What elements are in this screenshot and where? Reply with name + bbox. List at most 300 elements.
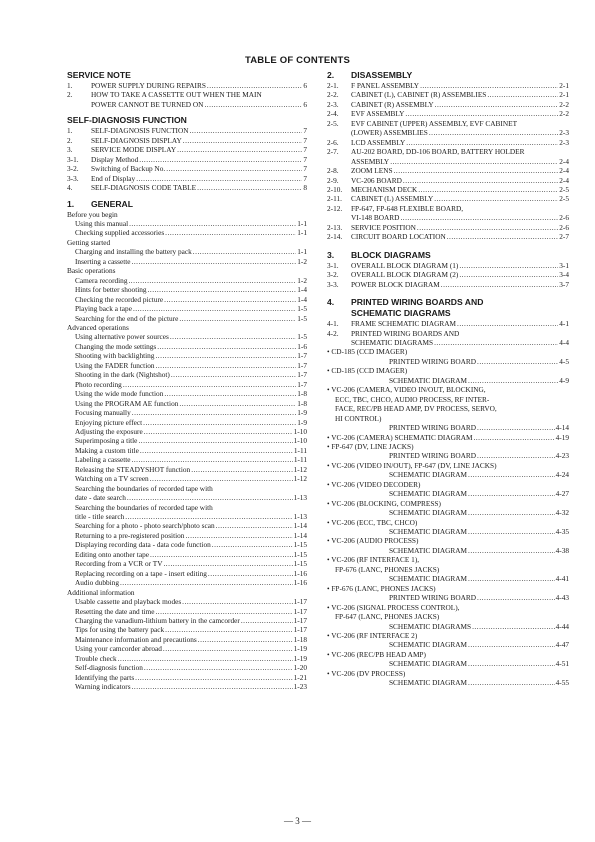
- toc-entry: [67, 418, 307, 427]
- toc-entry: [327, 659, 569, 668]
- toc-entry-text: F PANEL ASSEMBLY: [351, 81, 420, 90]
- toc-entry-text: HI CONTROL): [335, 413, 382, 423]
- toc-leader: [390, 157, 558, 166]
- toc-entry-text: Replacing recording on a tape - insert editing: [75, 568, 207, 578]
- toc-entry-page: 7: [303, 154, 307, 164]
- toc-entry-text: Usable cassette and playback modes: [75, 597, 182, 607]
- toc-entry: [327, 109, 569, 118]
- toc-entry-page: 1-7: [297, 370, 307, 380]
- toc-leader: [468, 659, 555, 668]
- toc-entry-page: 1-16: [293, 568, 307, 578]
- toc-entry: [327, 640, 569, 649]
- toc-entry-text: PRINTED WIRING BOARD: [389, 593, 477, 603]
- toc-entry-page: 8: [303, 183, 307, 193]
- toc-entry-text: • CD-185 (CCD IMAGER): [327, 347, 408, 357]
- toc-leader: [185, 531, 292, 540]
- toc-leader: [477, 357, 558, 366]
- toc-entry-text: SCHEMATIC DIAGRAM: [389, 574, 468, 584]
- toc-entry: [67, 569, 307, 578]
- toc-entry-text: Audio dubbing: [75, 578, 119, 588]
- toc-entry: [327, 508, 569, 517]
- toc-entry-text: Making a custom title: [75, 445, 139, 455]
- toc-leader: [183, 136, 303, 145]
- toc-entry: [327, 376, 569, 385]
- toc-entry: [327, 90, 569, 99]
- toc-entry-text: Resetting the date and time: [75, 606, 155, 616]
- toc-entry: [327, 527, 569, 536]
- toc-entry: [67, 644, 307, 653]
- toc-entry-text: title - title search: [75, 512, 125, 522]
- toc-entry-text: Charging the vanadium-lithium battery in the camcorder: [75, 616, 240, 626]
- toc-group-label: Getting started: [67, 237, 111, 247]
- toc-entry: [327, 385, 569, 394]
- toc-leader: [403, 176, 558, 185]
- toc-entry-text: Searching the boundaries of recorded tape with: [75, 502, 213, 512]
- toc-entry: [327, 470, 569, 479]
- toc-entry-text: AU-202 BOARD, DD-106 BOARD, BATTERY HOLDER: [351, 147, 525, 157]
- toc-entry-page: 1-1: [297, 247, 307, 257]
- toc-leader: [191, 465, 292, 474]
- toc-entry: [67, 493, 307, 502]
- toc-entry-page: 2-5: [559, 184, 569, 194]
- toc-entry-page: 1-1: [297, 228, 307, 238]
- toc-entry: [327, 176, 569, 185]
- toc-entry-text: SCHEMATIC DIAGRAMS: [389, 621, 472, 631]
- toc-entry: [67, 399, 307, 408]
- toc-entry-text: Shooting with backlighting: [75, 351, 155, 361]
- toc-leader: [132, 257, 297, 266]
- toc-leader: [420, 81, 558, 90]
- toc-entry: [327, 593, 569, 602]
- toc-entry: [67, 285, 307, 294]
- toc-entry-text: • FP-647 (DV, LINE JACKS): [327, 441, 414, 451]
- toc-entry-number: 2-5.: [327, 118, 339, 128]
- toc-leader: [177, 145, 302, 154]
- toc-entry-number: 2-9.: [327, 175, 339, 185]
- toc-leader: [128, 276, 296, 285]
- toc-entry-number: 3-2.: [327, 270, 339, 280]
- toc-entry: [327, 347, 569, 356]
- toc-entry-text: Using alternative power sources: [75, 332, 169, 342]
- toc-entry: [67, 427, 307, 436]
- toc-entry-text: VC-206 BOARD: [351, 175, 402, 185]
- toc-entry-text: Using the wide mode function: [75, 389, 164, 399]
- toc-leader: [468, 678, 555, 687]
- toc-entry: [67, 257, 307, 266]
- toc-entry: [327, 678, 569, 687]
- toc-leader: [477, 593, 555, 602]
- toc-leader: [138, 436, 292, 445]
- toc-entry: [67, 474, 307, 483]
- toc-entry-text: FP-676 (LANC, PHONES JACKS): [335, 564, 440, 574]
- toc-leader: [132, 682, 293, 691]
- toc-entry-page: 2-1: [559, 90, 569, 100]
- toc-entry-number: 4-1.: [327, 319, 339, 329]
- toc-entry-text: • VC-206 (CAMERA, VIDEO IN/OUT, BLOCKING,: [327, 385, 486, 395]
- toc-entry-page: 1-8: [297, 389, 307, 399]
- toc-entry: [327, 100, 569, 109]
- toc-entry-text: • VC-206 (CAMERA) SCHEMATIC DIAGRAM: [327, 432, 473, 442]
- toc-entry-page: 1-13: [293, 493, 307, 503]
- toc-entry-text: Searching the boundaries of recorded tape with: [75, 483, 213, 493]
- toc-entry-page: 2-4: [559, 156, 569, 166]
- toc-entry-page: 1-4: [297, 285, 307, 295]
- toc-entry-text: date - date search: [75, 493, 126, 503]
- toc-entry-page: 4-38: [555, 545, 569, 555]
- toc-leader: [447, 232, 559, 241]
- toc-leader: [139, 155, 302, 164]
- toc-leader: [155, 607, 292, 616]
- toc-entry-page: 1-15: [293, 559, 307, 569]
- toc-entry-page: 2-6: [559, 213, 569, 223]
- toc-entry: [67, 540, 307, 549]
- toc-entry-text: Returning to a pre-registered position: [75, 530, 185, 540]
- toc-entry: [67, 351, 307, 360]
- toc-entry-text: Trouble check: [75, 653, 117, 663]
- toc-entry: [67, 136, 307, 145]
- section-heading-disassembly: 2. DISASSEMBLY: [327, 70, 413, 80]
- toc-entry-text: SELF-DIAGNOSIS DISPLAY: [91, 135, 182, 145]
- toc-entry: [327, 166, 569, 175]
- toc-entry-page: 1-2: [297, 275, 307, 285]
- toc-entry-text: Checking the recorded picture: [75, 294, 164, 304]
- toc-entry-page: 4-35: [555, 527, 569, 537]
- toc-entry-text: ZOOM LENS: [351, 166, 393, 176]
- toc-entry-text: Changing the mode settings: [75, 341, 157, 351]
- toc-entry-page: 4-43: [555, 593, 569, 603]
- toc-entry-text: SELF-DIAGNOSIS FUNCTION: [91, 126, 189, 136]
- toc-group-label: Advanced operations: [67, 322, 129, 332]
- toc-entry: [327, 213, 569, 222]
- toc-entry: [327, 518, 569, 527]
- toc-entry-page: 7: [303, 173, 307, 183]
- toc-entry-page: 4-24: [555, 470, 569, 480]
- toc-entry: [67, 408, 307, 417]
- toc-entry: [67, 531, 307, 540]
- toc-entry-text: OVERALL BLOCK DIAGRAM (2): [351, 270, 459, 280]
- toc-leader: [468, 470, 555, 479]
- toc-leader: [418, 185, 558, 194]
- toc-entry-text: SCHEMATIC DIAGRAMS: [351, 337, 434, 347]
- toc-entry: [67, 673, 307, 682]
- toc-leader: [212, 540, 293, 549]
- toc-entry-text: Charging and installing the battery pack: [75, 247, 192, 257]
- toc-entry-text: Adjusting the exposure: [75, 426, 143, 436]
- toc-entry-text: PRINTED WIRING BOARD: [389, 451, 477, 461]
- toc-entry: [327, 366, 569, 375]
- toc-entry: [67, 247, 307, 256]
- toc-entry-page: 1-10: [293, 436, 307, 446]
- toc-leader: [193, 247, 296, 256]
- toc-entry-page: 4-51: [555, 659, 569, 669]
- toc-entry-page: 2-3: [559, 128, 569, 138]
- toc-entry: [67, 183, 307, 192]
- toc-entry-text: SERVICE POSITION: [351, 222, 416, 232]
- toc-entry-text: FP-647 (LANC, PHONES JACKS): [335, 612, 440, 622]
- toc-leader: [164, 389, 296, 398]
- toc-entry-page: 2-2: [559, 99, 569, 109]
- toc-entry-page: 4-41: [555, 574, 569, 584]
- toc-entry: [327, 451, 569, 460]
- toc-entry-number: 1.: [67, 81, 73, 90]
- toc-entry-text: • VC-206 (VIDEO DECODER): [327, 479, 421, 489]
- toc-leader: [468, 546, 555, 555]
- toc-entry: [327, 603, 569, 612]
- toc-entry-page: 6: [303, 81, 307, 90]
- toc-entry-number: 2-1.: [327, 81, 339, 90]
- toc-leader: [468, 574, 555, 583]
- toc-leader: [457, 319, 558, 328]
- toc-entry-text: SCHEMATIC DIAGRAM: [389, 508, 468, 518]
- toc-entry: [67, 332, 307, 341]
- toc-entry-text: VI-148 BOARD: [351, 213, 400, 223]
- toc-leader: [190, 126, 303, 135]
- toc-entry: [67, 380, 307, 389]
- toc-leader: [132, 455, 293, 464]
- toc-entry: [327, 622, 569, 631]
- toc-entry: [327, 395, 569, 404]
- toc-entry-page: 2-2: [559, 109, 569, 119]
- toc-leader: [163, 559, 292, 568]
- toc-entry: [327, 565, 569, 574]
- toc-entry-page: 1-17: [293, 625, 307, 635]
- toc-entry-text: ASSEMBLY: [351, 156, 390, 166]
- toc-entry: [67, 276, 307, 285]
- toc-leader: [434, 338, 558, 347]
- toc-group-label: Additional information: [67, 587, 135, 597]
- general-list: [67, 210, 307, 692]
- toc-entry-page: 1-20: [293, 663, 307, 673]
- toc-entry: [327, 147, 569, 156]
- toc-leader: [163, 644, 293, 653]
- toc-entry-text: CABINET (L) ASSEMBLY: [351, 194, 434, 204]
- toc-entry-page: 4-5: [559, 356, 569, 366]
- toc-entry-page: 1-5: [297, 313, 307, 323]
- toc-entry-page: 7: [303, 135, 307, 145]
- toc-entry: [327, 499, 569, 508]
- toc-entry: [67, 484, 307, 493]
- toc-leader: [123, 380, 296, 389]
- toc-entry-text: Searching for the end of the picture: [75, 313, 179, 323]
- toc-entry: [327, 546, 569, 555]
- toc-entry-page: 2-4: [559, 175, 569, 185]
- toc-entry: [327, 584, 569, 593]
- disassembly-list: [327, 81, 569, 242]
- toc-entry-page: 1-19: [293, 653, 307, 663]
- toc-entry-page: 1-8: [297, 398, 307, 408]
- toc-leader: [441, 280, 558, 289]
- toc-entry-text: Self-diagnosis function: [75, 663, 143, 673]
- toc-leader: [477, 451, 555, 460]
- toc-entry-number: 2-12.: [327, 203, 343, 213]
- toc-entry: [67, 663, 307, 672]
- toc-entry-text: Checking supplied accessories: [75, 228, 165, 238]
- toc-entry-page: 1-7: [297, 351, 307, 361]
- toc-entry-page: 1-2: [297, 256, 307, 266]
- toc-entry: [67, 164, 307, 173]
- toc-leader: [129, 219, 296, 228]
- toc-leader: [136, 174, 302, 183]
- section-heading-pwb: 4. PRINTED WIRING BOARDS AND: [327, 297, 484, 308]
- toc-entry-number: 2-2.: [327, 90, 339, 100]
- toc-entry-page: 1-9: [297, 417, 307, 427]
- toc-entry: [327, 461, 569, 470]
- toc-entry: [327, 185, 569, 194]
- toc-entry: [327, 261, 569, 270]
- toc-leader: [198, 635, 293, 644]
- toc-entry: [327, 555, 569, 564]
- toc-entry: [67, 559, 307, 568]
- toc-entry-text: Hints for better shooting: [75, 285, 147, 295]
- toc-entry-text: FRAME SCHEMATIC DIAGRAM: [351, 319, 457, 329]
- toc-entry-page: 1-12: [293, 464, 307, 474]
- toc-entry: [327, 338, 569, 347]
- toc-entry-page: 2-1: [559, 81, 569, 90]
- toc-entry-number: 2-6.: [327, 137, 339, 147]
- toc-entry-page: 1-17: [293, 616, 307, 626]
- toc-entry-text: Using your camcorder abroad: [75, 644, 162, 654]
- toc-entry-page: 4-9: [559, 375, 569, 385]
- toc-entry-page: 1-17: [293, 606, 307, 616]
- toc-leader: [472, 622, 555, 631]
- toc-entry-text: SCHEMATIC DIAGRAM: [389, 470, 468, 480]
- toc-leader: [182, 597, 292, 606]
- toc-entry-page: 1-1: [297, 218, 307, 228]
- toc-entry-text: Identifying the parts: [75, 672, 135, 682]
- toc-entry: [67, 100, 307, 109]
- toc-leader: [144, 663, 293, 672]
- toc-entry-page: 4-44: [555, 621, 569, 631]
- toc-leader: [207, 81, 302, 90]
- toc-entry: [67, 446, 307, 455]
- toc-entry-text: FP-647, FP-648 FLEXIBLE BOARD,: [351, 203, 464, 213]
- toc-leader: [166, 164, 302, 173]
- toc-entry: [67, 625, 307, 634]
- toc-entry: [67, 682, 307, 691]
- toc-entry: [67, 455, 307, 464]
- toc-leader: [405, 109, 558, 118]
- toc-entry: [67, 155, 307, 164]
- toc-entry-text: Tips for using the battery pack: [75, 625, 165, 635]
- toc-leader: [435, 100, 559, 109]
- toc-entry-page: 4-19: [555, 432, 569, 442]
- toc-leader: [170, 332, 296, 341]
- section-heading-service-note: SERVICE NOTE: [67, 70, 131, 80]
- toc-entry: [327, 157, 569, 166]
- toc-entry-text: Inserting a cassette: [75, 256, 131, 266]
- toc-entry-text: End of Display: [91, 173, 136, 183]
- toc-entry: [327, 631, 569, 640]
- toc-entry-page: 1-4: [297, 294, 307, 304]
- toc-entry-number: 2-8.: [327, 166, 339, 176]
- toc-entry: [67, 295, 307, 304]
- toc-entry-text: Warning indicators: [75, 682, 131, 692]
- toc-entry: [327, 404, 569, 413]
- toc-entry-text: PRINTED WIRING BOARD: [389, 356, 477, 366]
- toc-entry-page: 1-14: [293, 530, 307, 540]
- toc-entry-page: 4-23: [555, 451, 569, 461]
- toc-entry-text: LCD ASSEMBLY: [351, 137, 406, 147]
- toc-entry-text: • VC-206 (SIGNAL PROCESS CONTROL),: [327, 602, 460, 612]
- toc-leader: [164, 295, 296, 304]
- toc-entry-number: 2.: [67, 135, 73, 145]
- toc-leader: [157, 342, 296, 351]
- toc-entry: [327, 204, 569, 213]
- toc-entry-text: SCHEMATIC DIAGRAM: [389, 527, 468, 537]
- toc-entry: [327, 480, 569, 489]
- toc-entry-text: • VC-206 (VIDEO IN/OUT), FP-647 (DV, LINE JACKS): [327, 460, 497, 470]
- toc-entry-text: SCHEMATIC DIAGRAM: [389, 640, 468, 650]
- toc-entry-page: 1-13: [293, 512, 307, 522]
- toc-entry-text: OVERALL BLOCK DIAGRAM (1): [351, 260, 459, 270]
- toc-leader: [156, 361, 297, 370]
- toc-leader: [459, 270, 558, 279]
- toc-entry: [67, 607, 307, 616]
- toc-leader: [135, 673, 292, 682]
- toc-leader: [487, 90, 558, 99]
- toc-leader: [468, 376, 558, 385]
- toc-leader: [132, 408, 297, 417]
- toc-leader: [406, 138, 558, 147]
- toc-entry: [327, 442, 569, 451]
- toc-entry-number: 2-11.: [327, 194, 342, 204]
- toc-leader: [120, 578, 293, 587]
- toc-leader: [140, 446, 293, 455]
- toc-entry: [67, 81, 307, 90]
- toc-entry-text: Focusing manually: [75, 408, 131, 418]
- toc-entry: [67, 126, 307, 135]
- toc-entry-page: 4-55: [555, 678, 569, 688]
- toc-entry-text: CABINET (R) ASSEMBLY: [351, 99, 434, 109]
- toc-entry-text: • VC-206 (RF INTERFACE 2): [327, 631, 418, 641]
- toc-entry-page: 7: [303, 126, 307, 136]
- toc-entry: [327, 357, 569, 366]
- toc-leader: [179, 399, 296, 408]
- toc-group-label: Basic operations: [67, 266, 116, 276]
- toc-entry-number: 2-4.: [327, 109, 339, 119]
- toc-entry-text: (LOWER) ASSEMBLIES: [351, 128, 428, 138]
- toc-entry-text: POWER SUPPLY DURING REPAIRS: [91, 81, 206, 90]
- toc-leader: [429, 128, 558, 137]
- page-number: — 3 —: [284, 816, 311, 826]
- self-diagnosis-list: [67, 126, 307, 192]
- toc-entry: [327, 574, 569, 583]
- toc-leader: [400, 213, 558, 222]
- toc-entry-text: Display Method: [91, 154, 139, 164]
- section-heading-block-diagrams: 3. BLOCK DIAGRAMS: [327, 249, 431, 260]
- toc-entry-text: • VC-206 (AUDIO PROCESS): [327, 536, 419, 546]
- toc-entry: [327, 612, 569, 621]
- toc-entry-page: 4-47: [555, 640, 569, 650]
- toc-entry: [67, 550, 307, 559]
- section-heading-general: 1. GENERAL: [67, 198, 134, 209]
- toc-entry-text: HOW TO TAKE A CASSETTE OUT WHEN THE MAIN: [91, 90, 262, 100]
- toc-entry-text: Watching on a TV screen: [75, 474, 149, 484]
- toc-leader: [208, 569, 293, 578]
- toc-entry-text: CABINET (L), CABINET (R) ASSEMBLIES: [351, 90, 487, 100]
- toc-leader: [459, 261, 558, 270]
- toc-entry-text: SELF-DIAGNOSIS CODE TABLE: [91, 183, 197, 193]
- toc-entry-page: 1-17: [293, 597, 307, 607]
- toc-leader: [468, 508, 555, 517]
- toc-leader: [171, 370, 296, 379]
- toc-entry-text: ECC, TBC, CHCO, AUDIO PROCESS, RF INTER-: [335, 394, 490, 404]
- toc-entry: [67, 597, 307, 606]
- toc-entry-text: Switching of Backup No.: [91, 164, 166, 174]
- toc-entry: [67, 314, 307, 323]
- toc-entry-page: 1-6: [297, 341, 307, 351]
- toc-entry-text: POWER CANNOT BE TURNED ON: [91, 99, 204, 109]
